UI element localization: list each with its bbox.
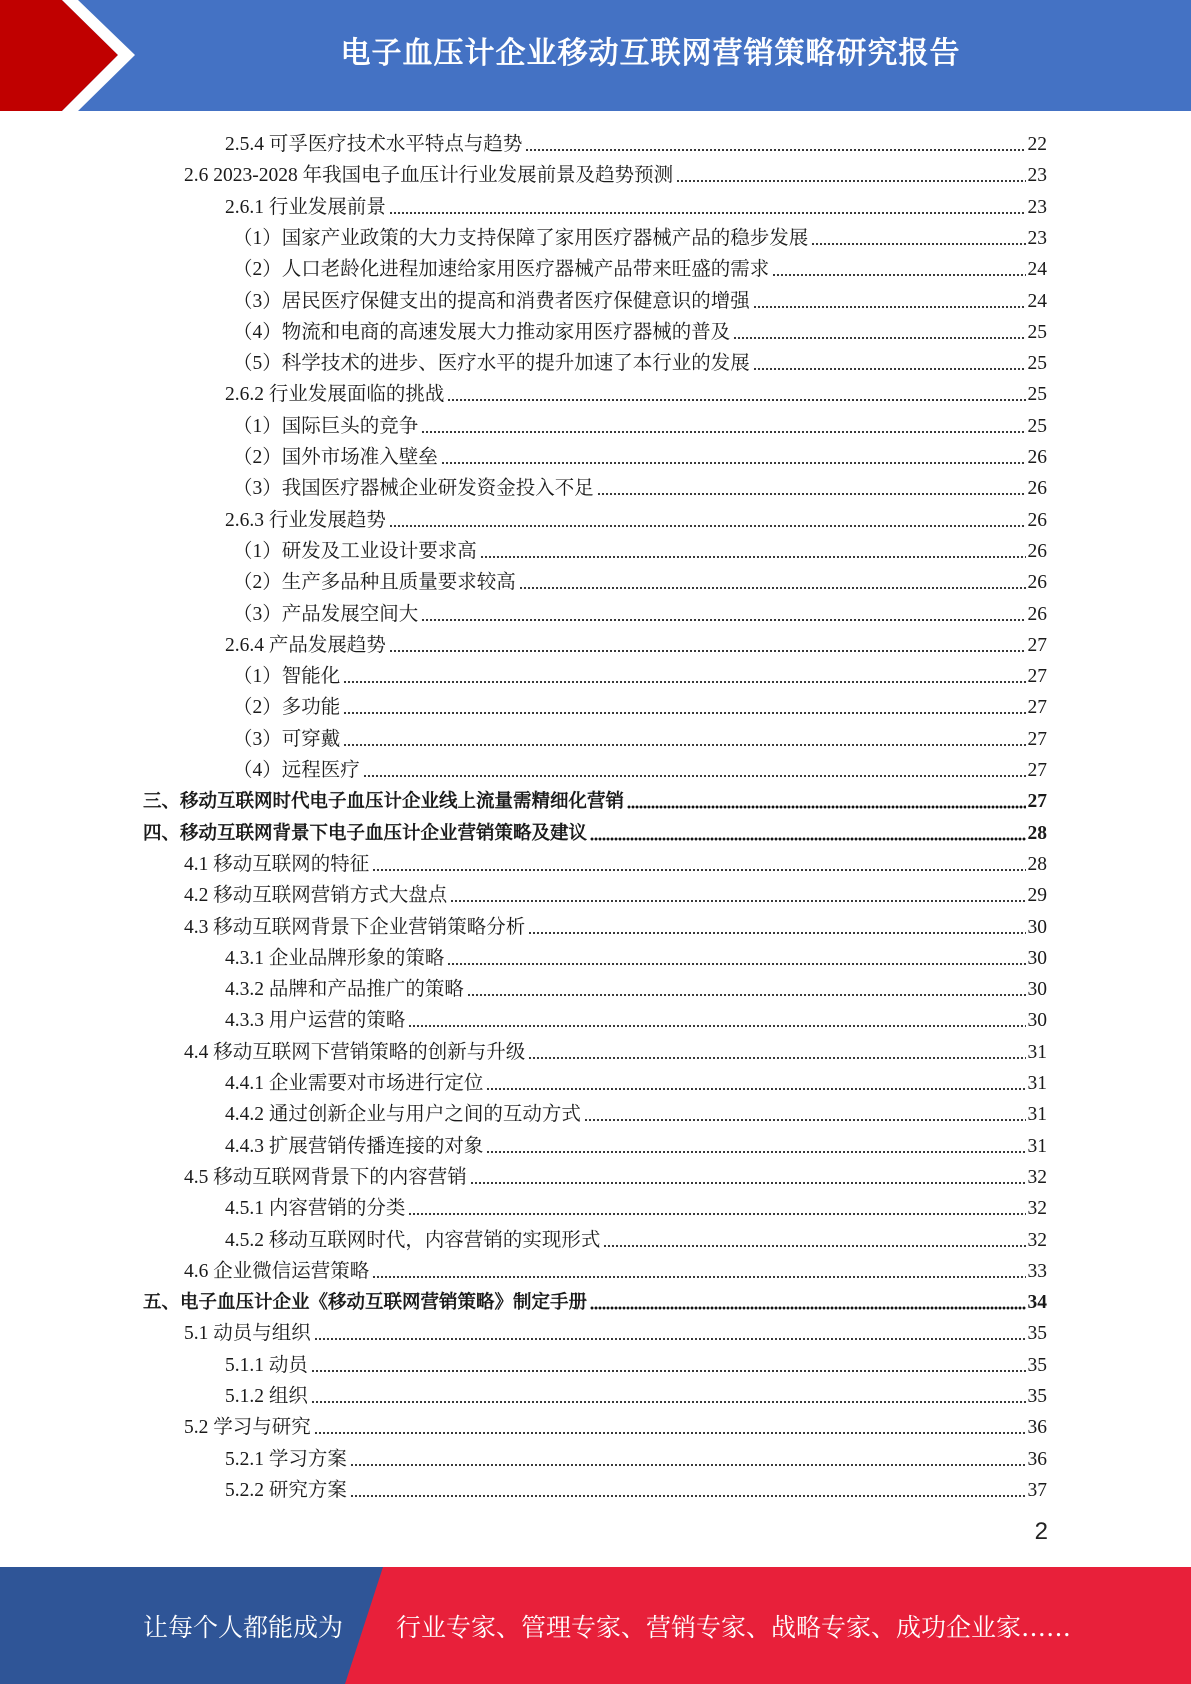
toc-dot-leader bbox=[389, 649, 1026, 653]
toc-entry[interactable] bbox=[184, 1161, 1047, 1191]
toc-dot-leader bbox=[584, 1118, 1026, 1122]
toc-entry-title: 2.6.1 行业发展前景 bbox=[225, 196, 386, 218]
toc-dot-leader bbox=[519, 586, 1026, 590]
toc-entry-page: 23 bbox=[1027, 196, 1047, 218]
toc-entry-title: 4.4 移动互联网下营销策略的创新与升级 bbox=[184, 1041, 526, 1063]
toc-entry[interactable] bbox=[184, 159, 1047, 189]
toc-entry-page: 34 bbox=[1027, 1292, 1047, 1314]
toc-entry-page: 35 bbox=[1027, 1386, 1047, 1407]
toc-entry[interactable] bbox=[233, 660, 1047, 690]
toc-entry[interactable] bbox=[225, 1380, 1047, 1410]
toc-entry[interactable] bbox=[233, 723, 1047, 753]
toc-entry-page: 31 bbox=[1027, 1104, 1047, 1126]
toc-entry-title: 4.6 企业微信运营策略 bbox=[184, 1260, 370, 1282]
toc-entry[interactable] bbox=[233, 441, 1047, 471]
toc-entry-title: 2.6.3 行业发展趋势 bbox=[225, 509, 386, 531]
toc-dot-leader bbox=[772, 273, 1025, 277]
toc-entry[interactable] bbox=[184, 879, 1047, 909]
toc-entry[interactable] bbox=[225, 1224, 1047, 1254]
toc-entry-title: 4.4.3 扩展营销传播连接的对象 bbox=[225, 1135, 484, 1157]
toc-entry[interactable] bbox=[233, 253, 1047, 283]
toc-dot-leader bbox=[363, 774, 1026, 778]
toc-entry-title: 五、电子血压计企业《移动互联网营销策略》制定手册 bbox=[143, 1292, 588, 1314]
toc-entry[interactable] bbox=[233, 222, 1047, 252]
toc-entry-page: 27 bbox=[1027, 634, 1047, 656]
toc-entry-title: （3）我国医疗器械企业研发资金投入不足 bbox=[233, 478, 594, 500]
toc-dot-leader bbox=[350, 1463, 1026, 1467]
toc-entry[interactable] bbox=[233, 285, 1047, 315]
toc-dot-leader bbox=[467, 993, 1026, 997]
toc-entry-title: （2）多功能 bbox=[233, 697, 341, 719]
toc-entry-title: 2.6.4 产品发展趋势 bbox=[225, 634, 386, 656]
toc-dot-leader bbox=[314, 1431, 1026, 1435]
toc-entry-title: 5.2.2 研究方案 bbox=[225, 1479, 347, 1501]
toc-entry[interactable] bbox=[184, 848, 1047, 878]
toc-entry-title: （2）人口老龄化进程加速给家用医疗器械产品带来旺盛的需求 bbox=[233, 259, 770, 281]
toc-entry-page: 30 bbox=[1027, 1010, 1047, 1032]
toc-entry-page: 26 bbox=[1027, 540, 1047, 562]
toc-entry-page: 30 bbox=[1027, 979, 1047, 1001]
toc-dot-leader bbox=[343, 743, 1025, 747]
toc-entry-title: 4.1 移动互联网的特征 bbox=[184, 853, 370, 875]
toc-entry[interactable] bbox=[143, 817, 1047, 847]
toc-entry-title: 4.3.1 企业品牌形象的策略 bbox=[225, 947, 445, 969]
toc-entry-title: 4.5.2 移动互联网时代，内容营销的实现形式 bbox=[225, 1229, 601, 1251]
toc-entry-title: 5.2 学习与研究 bbox=[184, 1417, 311, 1439]
toc-entry-page: 31 bbox=[1027, 1073, 1047, 1094]
toc-entry-title: 2.6.2 行业发展面临的挑战 bbox=[225, 384, 445, 406]
toc-entry[interactable] bbox=[225, 1443, 1047, 1473]
toc-entry-page: 22 bbox=[1027, 134, 1047, 155]
toc-dot-leader bbox=[627, 805, 1025, 809]
toc-entry-title: 4.5 移动互联网背景下的内容营销 bbox=[184, 1166, 467, 1188]
toc-dot-leader bbox=[753, 305, 1026, 309]
page-footer bbox=[0, 1567, 1191, 1684]
toc-dot-leader bbox=[372, 868, 1025, 872]
toc-entry-page: 32 bbox=[1027, 1198, 1047, 1220]
toc-entry-page: 25 bbox=[1027, 415, 1047, 437]
toc-dot-leader bbox=[343, 680, 1025, 684]
toc-entry[interactable] bbox=[225, 1067, 1047, 1097]
toc-entry-title: （4）远程医疗 bbox=[233, 760, 360, 781]
toc-dot-leader bbox=[733, 336, 1025, 340]
toc-dot-leader bbox=[603, 1244, 1025, 1248]
toc-entry[interactable] bbox=[225, 1004, 1047, 1034]
toc-entry-page: 29 bbox=[1027, 885, 1047, 907]
footer-slogan-left: 让每个人都能成为 bbox=[143, 1612, 344, 1642]
toc-dot-leader bbox=[311, 1369, 1026, 1373]
toc-entry[interactable] bbox=[233, 754, 1047, 784]
toc-dot-leader bbox=[421, 618, 1025, 622]
toc-entry-page: 33 bbox=[1027, 1260, 1047, 1282]
toc-entry-title: 5.1.2 组织 bbox=[225, 1386, 308, 1407]
toc-entry-title: 4.3 移动互联网背景下企业营销策略分析 bbox=[184, 916, 526, 938]
toc-entry-title: （3）产品发展空间大 bbox=[233, 603, 419, 625]
toc-entry[interactable] bbox=[233, 472, 1047, 502]
toc-entry-page: 36 bbox=[1027, 1448, 1047, 1470]
toc-entry[interactable] bbox=[233, 316, 1047, 346]
toc-entry[interactable] bbox=[184, 911, 1047, 941]
toc-entry-page: 27 bbox=[1027, 760, 1047, 781]
toc-entry-title: 4.3.2 品牌和产品推广的策略 bbox=[225, 979, 464, 1001]
toc-entry-title: 4.3.3 用户运营的策略 bbox=[225, 1010, 406, 1032]
toc-entry-page: 31 bbox=[1027, 1135, 1047, 1157]
footer-slogan-right: 行业专家、管理专家、营销专家、战略专家、成功企业家…… bbox=[396, 1612, 1072, 1642]
toc-dot-leader bbox=[528, 1056, 1025, 1060]
toc-dot-leader bbox=[528, 931, 1025, 935]
toc-entry-title: 5.1.1 动员 bbox=[225, 1354, 308, 1376]
toc-entry-page: 24 bbox=[1027, 259, 1047, 281]
toc-dot-leader bbox=[676, 179, 1025, 183]
toc-dot-leader bbox=[389, 524, 1026, 528]
toc-entry-page: 27 bbox=[1027, 697, 1047, 719]
toc-entry[interactable] bbox=[233, 598, 1047, 628]
toc-entry[interactable] bbox=[225, 191, 1047, 221]
toc-entry-page: 24 bbox=[1027, 290, 1047, 312]
toc-entry[interactable] bbox=[184, 1317, 1047, 1347]
toc-entry[interactable] bbox=[143, 785, 1047, 815]
toc-entry-title: 4.4.1 企业需要对市场进行定位 bbox=[225, 1073, 484, 1094]
toc-entry-page: 35 bbox=[1027, 1323, 1047, 1345]
toc-entry-title: 5.1 动员与组织 bbox=[184, 1323, 311, 1345]
toc-entry-title: （5）科学技术的进步、医疗水平的提升加速了本行业的发展 bbox=[233, 353, 750, 375]
toc-entry-page: 32 bbox=[1027, 1166, 1047, 1188]
toc-dot-leader bbox=[447, 962, 1025, 966]
toc-entry-page: 23 bbox=[1027, 165, 1047, 187]
toc-dot-leader bbox=[450, 899, 1025, 903]
toc-dot-leader bbox=[389, 211, 1026, 215]
toc-entry[interactable] bbox=[233, 566, 1047, 596]
toc-entry[interactable] bbox=[225, 378, 1047, 408]
toc-entry-page: 26 bbox=[1027, 509, 1047, 531]
toc-entry-page: 30 bbox=[1027, 916, 1047, 938]
toc-entry[interactable] bbox=[233, 347, 1047, 377]
toc-dot-leader bbox=[314, 1337, 1026, 1341]
toc-entry-page: 25 bbox=[1027, 384, 1047, 406]
toc-entry-title: 5.2.1 学习方案 bbox=[225, 1448, 347, 1470]
toc-dot-leader bbox=[447, 398, 1025, 402]
toc-entry[interactable] bbox=[233, 691, 1047, 721]
toc-dot-leader bbox=[590, 837, 1025, 841]
toc-entry-title: （3）居民医疗保健支出的提高和消费者医疗保健意识的增强 bbox=[233, 290, 750, 312]
toc-entry-page: 31 bbox=[1027, 1041, 1047, 1063]
toc-entry-page: 35 bbox=[1027, 1354, 1047, 1376]
toc-entry[interactable] bbox=[225, 1349, 1047, 1379]
toc-entry-title: 2.6 2023-2028 年我国电子血压计行业发展前景及趋势预测 bbox=[184, 165, 674, 187]
toc-entry-page: 37 bbox=[1027, 1479, 1047, 1501]
toc-entry[interactable] bbox=[184, 1036, 1047, 1066]
toc-dot-leader bbox=[343, 711, 1025, 715]
toc-entry-title: 2.5.4 可孚医疗技术水平特点与趋势 bbox=[225, 134, 523, 155]
toc-entry[interactable] bbox=[225, 128, 1047, 158]
toc-entry-title: （3）可穿戴 bbox=[233, 728, 341, 750]
toc-entry-title: （1）智能化 bbox=[233, 666, 341, 688]
toc-entry-page: 27 bbox=[1027, 791, 1047, 813]
toc-dot-leader bbox=[470, 1181, 1026, 1185]
toc-dot-leader bbox=[525, 148, 1025, 152]
document-title: 电子血压计企业移动互联网营销策略研究报告 bbox=[340, 36, 961, 71]
toc-dot-leader bbox=[590, 1306, 1025, 1310]
toc-entry-page: 26 bbox=[1027, 572, 1047, 594]
toc-entry-title: 4.4.2 通过创新企业与用户之间的互动方式 bbox=[225, 1104, 581, 1126]
toc-dot-leader bbox=[486, 1087, 1025, 1091]
toc-entry-title: （1）国家产业政策的大力支持保障了家用医疗器械产品的稳步发展 bbox=[233, 227, 809, 249]
toc-entry[interactable] bbox=[225, 1192, 1047, 1222]
toc-dot-leader bbox=[441, 461, 1026, 465]
toc-entry-title: 4.5.1 内容营销的分类 bbox=[225, 1198, 406, 1220]
toc-dot-leader bbox=[421, 430, 1025, 434]
toc-entry-page: 26 bbox=[1027, 603, 1047, 625]
toc-entry-page: 28 bbox=[1027, 822, 1047, 844]
toc-entry-title: （4）物流和电商的高速发展大力推动家用医疗器械的普及 bbox=[233, 321, 731, 343]
page-header bbox=[0, 0, 1191, 111]
toc-entry[interactable] bbox=[184, 1411, 1047, 1441]
toc-entry-page: 27 bbox=[1027, 666, 1047, 688]
toc-entry-page: 36 bbox=[1027, 1417, 1047, 1439]
toc-entry-title: （1）国际巨头的竞争 bbox=[233, 415, 419, 437]
toc-dot-leader bbox=[311, 1400, 1026, 1404]
toc-entry[interactable] bbox=[225, 629, 1047, 659]
toc-entry-title: （2）国外市场准入壁垒 bbox=[233, 447, 438, 468]
toc-entry[interactable] bbox=[225, 942, 1047, 972]
toc-dot-leader bbox=[408, 1024, 1025, 1028]
toc-entry-page: 32 bbox=[1027, 1229, 1047, 1251]
page-number: 2 bbox=[1034, 1518, 1048, 1545]
toc-entry[interactable] bbox=[225, 1130, 1047, 1160]
toc-dot-leader bbox=[480, 555, 1026, 559]
toc-entry-page: 26 bbox=[1027, 447, 1047, 468]
toc-entry[interactable] bbox=[143, 1286, 1047, 1316]
toc-entry-page: 26 bbox=[1027, 478, 1047, 500]
toc-dot-leader bbox=[486, 1150, 1025, 1154]
toc-entry-page: 28 bbox=[1027, 853, 1047, 875]
toc-entry[interactable] bbox=[233, 535, 1047, 565]
toc-dot-leader bbox=[597, 492, 1026, 496]
toc-entry[interactable] bbox=[184, 1255, 1047, 1285]
toc-entry-page: 30 bbox=[1027, 947, 1047, 969]
toc-entry-title: 四、移动互联网背景下电子血压计企业营销策略及建议 bbox=[143, 822, 588, 844]
toc-entry[interactable] bbox=[225, 504, 1047, 534]
toc-entry[interactable] bbox=[225, 1098, 1047, 1128]
toc-entry-title: 三、移动互联网时代电子血压计企业线上流量需精细化营销 bbox=[143, 791, 625, 813]
toc-entry-title: （2）生产多品种且质量要求较高 bbox=[233, 572, 516, 594]
toc-dot-leader bbox=[811, 242, 1025, 246]
toc-entry-title: （1）研发及工业设计要求高 bbox=[233, 540, 477, 562]
toc-dot-leader bbox=[753, 367, 1026, 371]
toc-entry-page: 25 bbox=[1027, 353, 1047, 375]
toc-entry-page: 25 bbox=[1027, 321, 1047, 343]
toc-entry[interactable] bbox=[225, 973, 1047, 1003]
toc-dot-leader bbox=[350, 1494, 1026, 1498]
toc-entry-title: 4.2 移动互联网营销方式大盘点 bbox=[184, 885, 448, 907]
toc-entry[interactable] bbox=[233, 410, 1047, 440]
toc-entry-page: 27 bbox=[1027, 728, 1047, 750]
toc-entry[interactable] bbox=[225, 1474, 1047, 1504]
toc-entry-page: 23 bbox=[1027, 227, 1047, 249]
toc-dot-leader bbox=[372, 1275, 1025, 1279]
toc-dot-leader bbox=[408, 1212, 1025, 1216]
